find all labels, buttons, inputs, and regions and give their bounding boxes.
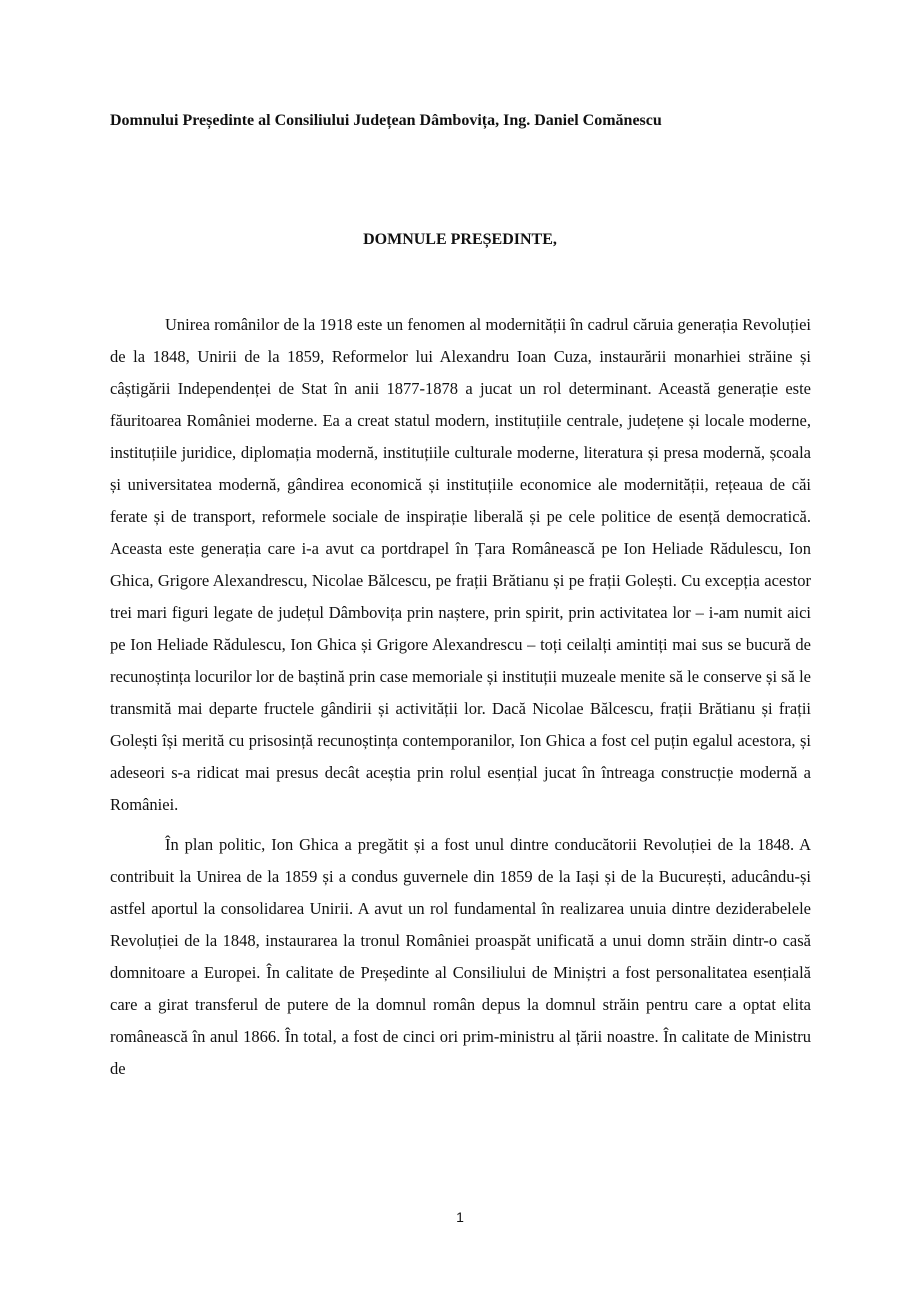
letter-body bbox=[110, 309, 811, 1085]
addressee-line: Domnului Președinte al Consiliului Județean Dâmbovița, Ing. Daniel Comănescu bbox=[110, 112, 662, 129]
body-paragraph-1: Unirea românilor de la 1918 este un fenomen al modernității în cadrul căruia generația Revoluției de la 1848, Unirii de la 1859, Reformelor lui Alexandru Ioan Cuza, instaurării monarhiei străine și câștigării Independenței de Stat în anii 1877-1878 a jucat un rol determinant. Această generație este făuritoarea României moderne. Ea a creat statul modern, instituțiile centrale, județene și locale moderne, instituțiile juridice, diplomația modernă, instituțiile culturale moderne, literatura și presa modernă, școala și universitatea modernă, gândirea economică și instituțiile economice ale modernității, rețeaua de căi ferate și de transport, reformele sociale de inspirație liberală și pe cele politice de esență democratică. Aceasta este generația care i-a avut ca portdrapel în Țara Românească pe Ion Heliade Rădulescu, Ion Ghica, Grigore Alexandrescu, Nicolae Bălcescu, pe frații Brătianu și pe frații Golești. Cu excepția acestor trei mari figuri legate de județul Dâmbovița prin naștere, prin spirit, prin activitatea lor – i-am numit aici pe Ion Heliade Rădulescu, Ion Ghica și Grigore Alexandrescu – toți ceilalți amintiți mai sus se bucură de recunoștința locurilor lor de baștină prin case memoriale și instituții muzeale menite să le conserve și să le transmită mai departe fructele gândirii și activității lor. Dacă Nicolae Bălcescu, frații Brătianu și frații Golești își merită cu prisosință recunoștința contemporanilor, Ion Ghica a fost cel puțin egalul acestora, și adeseori s-a ridicat mai presus decât aceștia prin rolul esențial jucat în întreaga construcție modernă a României. bbox=[110, 315, 811, 814]
page-number: 1 bbox=[456, 1209, 464, 1225]
body-paragraph-2: În plan politic, Ion Ghica a pregătit și a fost unul dintre conducătorii Revoluției de la 1848. A contribuit la Unirea de la 1859 și a condus guvernele din 1859 de la Iași și de la București, aducându-și astfel aportul la consolidarea Unirii. A avut un rol fundamental în realizarea unuia dintre deziderabelele Revoluției de la 1848, instaurarea la tronul României proaspăt unificată a unui domn străin dintr-o casă domnitoare a Europei. În calitate de Președinte al Consiliului de Miniștri a fost personalitatea esențială care a girat transferul de putere de la domnul român depus la domnul străin pentru care a optat elita românească în anul 1866. În total, a fost de cinci ori prim-ministru al țării noastre. În calitate de Ministru de bbox=[110, 835, 811, 1078]
salutation-heading: DOMNULE PREȘEDINTE, bbox=[363, 231, 557, 248]
